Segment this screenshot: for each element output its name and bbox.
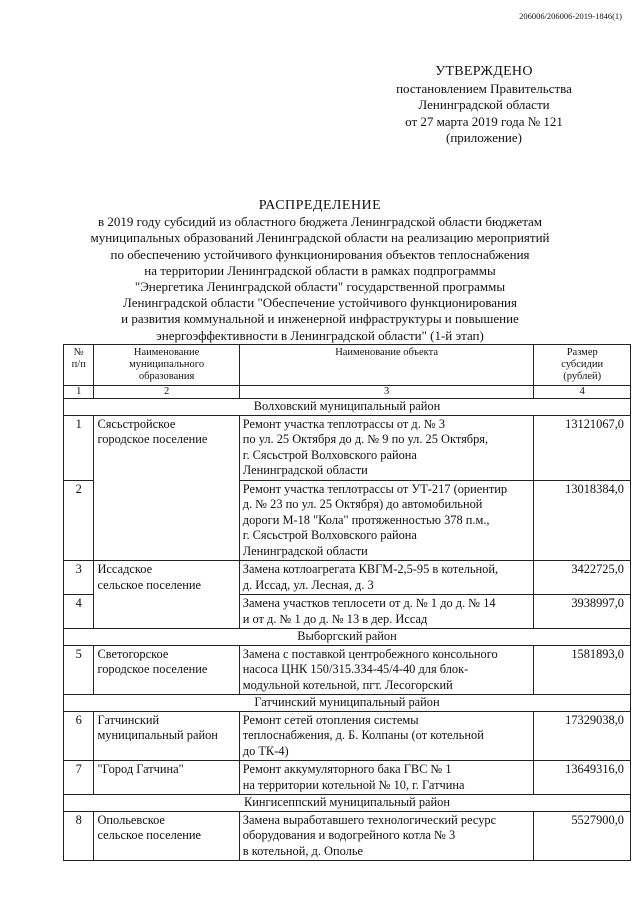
row-number: 6: [64, 711, 94, 761]
approval-heading: УТВЕРЖДЕНО: [435, 64, 533, 79]
row-number: 5: [64, 645, 94, 695]
section-title: Кингисеппский муниципальный район: [64, 795, 631, 812]
approval-line: (приложение): [445, 130, 522, 145]
approval-line: постановлением Правительства: [396, 80, 572, 96]
section-title: Волховский муниципальный район: [64, 399, 631, 416]
table-row: [64, 561, 631, 595]
object-cell: Замена котлоагрегата КВГМ-2,5-95 в котельной, д. Иссад, ул. Лесная, д. 3: [239, 561, 534, 595]
object-cell: Замена с поставкой центробежного консольного насоса ЦНК 150/315.334-45/4-40 для блок- модульной котельной, пгт. Лесогорский: [239, 645, 534, 695]
title-line: "Энергетика Ленинградской области" государственной программы: [134, 279, 506, 295]
title-line: и развития коммунальной и инженерной инфраструктуры и повышение: [121, 311, 519, 327]
row-number: 2: [64, 480, 94, 561]
row-number: 1: [64, 415, 94, 480]
table-row: [64, 711, 631, 761]
table-row: [64, 811, 631, 861]
approval-line: Ленинградской области: [418, 97, 550, 112]
amount-cell: 17329038,0: [534, 711, 631, 761]
municipality-cell: Гатчинский муниципальный район: [94, 711, 239, 761]
row-number: 4: [64, 595, 94, 629]
section-row: [64, 695, 631, 712]
table-row: [64, 415, 631, 480]
object-cell: Ремонт участка теплотрассы от д. № 3 по ул. 25 Октября до д. № 9 по ул. 25 Октября, г. Сясьстрой Волховского района Ленинградской области: [239, 415, 534, 480]
section-title: Гатчинский муниципальный район: [64, 695, 631, 712]
approval-stamp: [384, 64, 584, 147]
column-number: 1: [64, 386, 94, 399]
municipality-cell: Иссадское сельское поселение: [94, 561, 239, 629]
title-line: по обеспечению устойчивого функционирования объектов теплоснабжения: [110, 246, 530, 262]
header-number: № п/п: [64, 345, 94, 386]
title-line: в 2019 году субсидий из областного бюджета Ленинградской области бюджетам: [97, 214, 543, 230]
object-cell: Замена участков теплосети от д. № 1 до д. № 14 и от д. № 1 до д. № 13 в дер. Иссад: [239, 595, 534, 629]
title-line: энергоэффективности в Ленинградской области" (1-й этап): [156, 327, 484, 343]
column-number: 3: [239, 386, 534, 399]
title-line: муниципальных образований Ленинградской области на реализацию мероприятий: [90, 230, 550, 246]
column-number-row: [64, 386, 631, 399]
municipality-cell: Светогорское городское поселение: [94, 645, 239, 695]
amount-cell: 5527900,0: [534, 811, 631, 861]
header-amount: Размер субсидии (рублей): [534, 345, 631, 386]
row-number: 3: [64, 561, 94, 595]
table-row: [64, 645, 631, 695]
amount-cell: 1581893,0: [534, 645, 631, 695]
column-number: 4: [534, 386, 631, 399]
section-title: Выборгский район: [64, 629, 631, 646]
table-row: [64, 761, 631, 795]
section-row: [64, 629, 631, 646]
title-line: на территории Ленинградской области в рамках подпрограммы: [144, 262, 496, 278]
table-header-row: [64, 345, 631, 386]
amount-cell: 3938997,0: [534, 595, 631, 629]
object-cell: Замена выработавшего технологический ресурс оборудования и водогрейного котла № 3 в котельной, д. Ополье: [239, 811, 534, 861]
amount-cell: 13649316,0: [534, 761, 631, 795]
header-municipality: Наименование муниципального образования: [94, 345, 239, 386]
document-id: 206006/206006-2019-1846(1): [519, 11, 622, 21]
subsidy-table: [63, 344, 631, 861]
approval-line: от 27 марта 2019 года № 121: [405, 113, 563, 129]
section-row: [64, 399, 631, 416]
object-cell: Ремонт аккумуляторного бака ГВС № 1 на территории котельной № 10, г. Гатчина: [239, 761, 534, 795]
object-cell: Ремонт сетей отопления системы теплоснабжения, д. Б. Колпаны (от котельной до ТК-4): [239, 711, 534, 761]
amount-cell: 3422725,0: [534, 561, 631, 595]
municipality-cell: "Город Гатчина": [94, 761, 239, 795]
amount-cell: 13018384,0: [534, 480, 631, 561]
header-object: Наименование объекта: [239, 345, 534, 386]
title-line: Ленинградской области "Обеспечение устойчивого функционирования: [123, 295, 517, 311]
document-title: [40, 198, 600, 344]
row-number: 7: [64, 761, 94, 795]
column-number: 2: [94, 386, 239, 399]
object-cell: Ремонт участка теплотрассы от УТ-217 (ориентир д. № 23 по ул. 25 Октября) до автомобильной дороги М-18 "Кола" протяженностью 378 п.м., г. Сясьстрой Волховского района Ленинградской области: [239, 480, 534, 561]
section-row: [64, 795, 631, 812]
row-number: 8: [64, 811, 94, 861]
title-heading: РАСПРЕДЕЛЕНИЕ: [258, 198, 382, 213]
municipality-cell: Сясьстройское городское поселение: [94, 415, 239, 561]
municipality-cell: Опольевское сельское поселение: [94, 811, 239, 861]
amount-cell: 13121067,0: [534, 415, 631, 480]
